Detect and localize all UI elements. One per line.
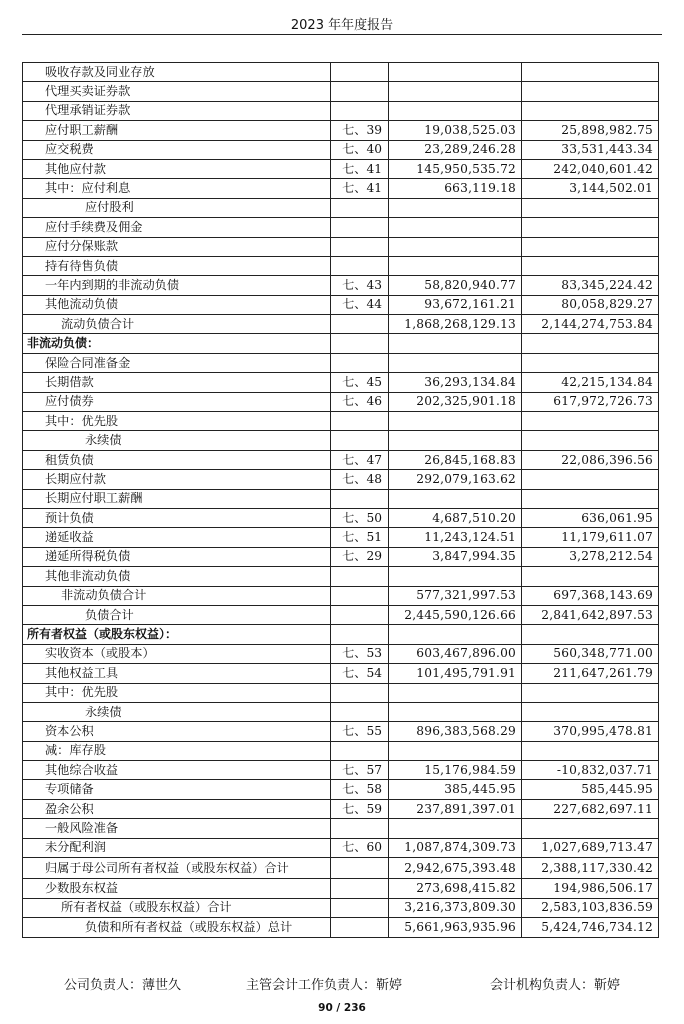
line-item-label: 递延收益 — [23, 528, 331, 547]
current-period-amount — [389, 334, 522, 353]
prior-period-amount — [522, 412, 659, 431]
prior-period-amount: 2,144,274,753.84 — [522, 315, 659, 334]
note-reference — [331, 412, 389, 431]
current-period-amount: 237,891,397.01 — [389, 799, 522, 818]
current-period-amount: 577,321,997.53 — [389, 586, 522, 605]
table-row — [23, 547, 659, 566]
current-period-amount: 202,325,901.18 — [389, 392, 522, 411]
current-period-amount: 1,087,874,309.73 — [389, 838, 522, 857]
note-reference — [331, 605, 389, 624]
line-item-label: 长期应付职工薪酬 — [23, 489, 331, 508]
line-item-label: 租赁负债 — [23, 450, 331, 469]
line-item-label: 其中：优先股 — [23, 412, 331, 431]
note-reference: 七、51 — [331, 528, 389, 547]
table-row — [23, 799, 659, 818]
table-row — [23, 838, 659, 857]
table-row — [23, 586, 659, 605]
prior-period-amount — [522, 819, 659, 838]
current-period-amount — [389, 353, 522, 372]
note-reference — [331, 918, 389, 937]
section-header-row — [23, 334, 659, 353]
table-row — [23, 722, 659, 741]
note-reference — [331, 101, 389, 120]
line-item-label: 递延所得税负债 — [23, 547, 331, 566]
line-item-label: 负债和所有者权益（或股东权益）总计 — [23, 918, 331, 937]
table-row — [23, 918, 659, 937]
note-reference — [331, 741, 389, 760]
line-item-label: 盈余公积 — [23, 799, 331, 818]
line-item-label: 其他综合收益 — [23, 761, 331, 780]
header-divider — [22, 34, 662, 35]
note-reference: 七、59 — [331, 799, 389, 818]
table-row — [23, 431, 659, 450]
note-reference — [331, 567, 389, 586]
current-period-amount — [389, 489, 522, 508]
line-item-label: 流动负债合计 — [23, 315, 331, 334]
line-item-label: 所有者权益（或股东权益）合计 — [23, 898, 331, 917]
note-reference: 七、44 — [331, 295, 389, 314]
current-period-amount: 385,445.95 — [389, 780, 522, 799]
note-reference — [331, 898, 389, 917]
note-reference: 七、54 — [331, 664, 389, 683]
note-reference: 七、60 — [331, 838, 389, 857]
prior-period-amount — [522, 470, 659, 489]
prior-period-amount: -10,832,037.71 — [522, 761, 659, 780]
prior-period-amount — [522, 489, 659, 508]
note-reference — [331, 237, 389, 256]
prior-period-amount: 3,278,212.54 — [522, 547, 659, 566]
current-period-amount — [389, 101, 522, 120]
table-row — [23, 237, 659, 256]
note-reference: 七、45 — [331, 373, 389, 392]
line-item-label: 永续债 — [23, 702, 331, 721]
line-item-label: 应付股利 — [23, 198, 331, 217]
prior-period-amount — [522, 218, 659, 237]
line-item-label: 吸收存款及同业存放 — [23, 63, 331, 82]
prior-period-amount — [522, 741, 659, 760]
page-number: 90 / 236 — [318, 1002, 366, 1014]
line-item-label: 其他应付款 — [23, 159, 331, 178]
table-row — [23, 470, 659, 489]
table-row — [23, 276, 659, 295]
note-reference — [331, 683, 389, 702]
note-reference: 七、40 — [331, 140, 389, 159]
note-reference: 七、57 — [331, 761, 389, 780]
note-reference: 七、50 — [331, 508, 389, 527]
current-period-amount — [389, 218, 522, 237]
note-reference — [331, 819, 389, 838]
prior-period-amount: 22,086,396.56 — [522, 450, 659, 469]
note-reference: 七、41 — [331, 159, 389, 178]
table-row — [23, 761, 659, 780]
prior-period-amount — [522, 334, 659, 353]
current-period-amount: 101,495,791.91 — [389, 664, 522, 683]
note-reference: 七、29 — [331, 547, 389, 566]
prior-period-amount: 1,027,689,713.47 — [522, 838, 659, 857]
prior-period-amount: 80,058,829.27 — [522, 295, 659, 314]
prior-period-amount: 194,986,506.17 — [522, 879, 659, 898]
line-item-label: 长期应付款 — [23, 470, 331, 489]
company-head-signature: 公司负责人：薄世久 — [64, 978, 182, 993]
note-reference: 七、41 — [331, 179, 389, 198]
table-row — [23, 198, 659, 217]
line-item-label: 所有者权益（或股东权益）： — [23, 625, 331, 644]
prior-period-amount — [522, 63, 659, 82]
current-period-amount: 5,661,963,935.96 — [389, 918, 522, 937]
note-reference: 七、47 — [331, 450, 389, 469]
table-row — [23, 218, 659, 237]
current-period-amount — [389, 237, 522, 256]
table-row — [23, 819, 659, 838]
prior-period-amount — [522, 625, 659, 644]
current-period-amount — [389, 431, 522, 450]
table-row — [23, 373, 659, 392]
prior-period-amount: 3,144,502.01 — [522, 179, 659, 198]
line-item-label: 非流动负债合计 — [23, 586, 331, 605]
balance-sheet-body — [23, 63, 659, 938]
current-period-amount: 1,868,268,129.13 — [389, 315, 522, 334]
note-reference — [331, 489, 389, 508]
current-period-amount: 15,176,984.59 — [389, 761, 522, 780]
line-item-label: 应付手续费及佣金 — [23, 218, 331, 237]
note-reference — [331, 198, 389, 217]
accounting-head-signature: 主管会计工作负责人：靳婷 — [246, 978, 403, 993]
note-reference — [331, 431, 389, 450]
line-item-label: 负债合计 — [23, 605, 331, 624]
current-period-amount: 896,383,568.29 — [389, 722, 522, 741]
current-period-amount — [389, 625, 522, 644]
prior-period-amount: 370,995,478.81 — [522, 722, 659, 741]
note-reference: 七、43 — [331, 276, 389, 295]
note-reference — [331, 315, 389, 334]
line-item-label: 专项储备 — [23, 780, 331, 799]
line-item-label: 减：库存股 — [23, 741, 331, 760]
table-row — [23, 295, 659, 314]
line-item-label: 保险合同准备金 — [23, 353, 331, 372]
prior-period-amount: 25,898,982.75 — [522, 121, 659, 140]
prior-period-amount — [522, 567, 659, 586]
current-period-amount: 4,687,510.20 — [389, 508, 522, 527]
note-reference — [331, 218, 389, 237]
current-period-amount — [389, 567, 522, 586]
current-period-amount — [389, 198, 522, 217]
table-row — [23, 63, 659, 82]
table-row — [23, 741, 659, 760]
current-period-amount — [389, 819, 522, 838]
line-item-label: 应交税费 — [23, 140, 331, 159]
current-period-amount: 292,079,163.62 — [389, 470, 522, 489]
table-row — [23, 450, 659, 469]
current-period-amount — [389, 256, 522, 275]
note-reference: 七、39 — [331, 121, 389, 140]
current-period-amount: 2,942,675,393.48 — [389, 858, 522, 879]
line-item-label: 资本公积 — [23, 722, 331, 741]
prior-period-amount — [522, 353, 659, 372]
prior-period-amount: 227,682,697.11 — [522, 799, 659, 818]
current-period-amount — [389, 683, 522, 702]
note-reference — [331, 702, 389, 721]
table-row — [23, 780, 659, 799]
note-reference — [331, 63, 389, 82]
table-row — [23, 353, 659, 372]
note-reference — [331, 256, 389, 275]
note-reference — [331, 625, 389, 644]
prior-period-amount: 617,972,726.73 — [522, 392, 659, 411]
note-reference: 七、58 — [331, 780, 389, 799]
line-item-label: 永续债 — [23, 431, 331, 450]
table-row — [23, 567, 659, 586]
table-row — [23, 159, 659, 178]
line-item-label: 一般风险准备 — [23, 819, 331, 838]
line-item-label: 其他流动负债 — [23, 295, 331, 314]
prior-period-amount — [522, 82, 659, 101]
line-item-label: 实收资本（或股本） — [23, 644, 331, 663]
note-reference: 七、53 — [331, 644, 389, 663]
accounting-dept-head-signature: 会计机构负责人：靳婷 — [490, 978, 621, 993]
table-row — [23, 702, 659, 721]
table-row — [23, 140, 659, 159]
table-row — [23, 82, 659, 101]
line-item-label: 一年内到期的非流动负债 — [23, 276, 331, 295]
prior-period-amount — [522, 198, 659, 217]
current-period-amount: 273,698,415.82 — [389, 879, 522, 898]
line-item-label: 长期借款 — [23, 373, 331, 392]
line-item-label: 应付职工薪酬 — [23, 121, 331, 140]
prior-period-amount — [522, 702, 659, 721]
prior-period-amount — [522, 237, 659, 256]
prior-period-amount: 242,040,601.42 — [522, 159, 659, 178]
line-item-label: 其他权益工具 — [23, 664, 331, 683]
current-period-amount — [389, 63, 522, 82]
prior-period-amount: 697,368,143.69 — [522, 586, 659, 605]
current-period-amount: 2,445,590,126.66 — [389, 605, 522, 624]
line-item-label: 归属于母公司所有者权益（或股东权益）合计 — [23, 858, 331, 879]
line-item-label: 代理承销证券款 — [23, 101, 331, 120]
table-row — [23, 392, 659, 411]
line-item-label: 其中：应付利息 — [23, 179, 331, 198]
table-row — [23, 121, 659, 140]
current-period-amount — [389, 741, 522, 760]
current-period-amount: 19,038,525.03 — [389, 121, 522, 140]
note-reference — [331, 586, 389, 605]
prior-period-amount: 83,345,224.42 — [522, 276, 659, 295]
current-period-amount: 11,243,124.51 — [389, 528, 522, 547]
table-row — [23, 683, 659, 702]
current-period-amount: 36,293,134.84 — [389, 373, 522, 392]
table-row — [23, 605, 659, 624]
current-period-amount: 3,216,373,809.30 — [389, 898, 522, 917]
page-header: 2023 年年度报告 — [290, 18, 394, 33]
prior-period-amount: 211,647,261.79 — [522, 664, 659, 683]
current-period-amount — [389, 82, 522, 101]
prior-period-amount: 2,583,103,836.59 — [522, 898, 659, 917]
current-period-amount: 23,289,246.28 — [389, 140, 522, 159]
table-row — [23, 101, 659, 120]
section-header-row — [23, 625, 659, 644]
current-period-amount: 26,845,168.83 — [389, 450, 522, 469]
line-item-label: 代理买卖证券款 — [23, 82, 331, 101]
table-row — [23, 664, 659, 683]
table-row — [23, 179, 659, 198]
line-item-label: 应付债券 — [23, 392, 331, 411]
balance-sheet-table — [22, 62, 659, 938]
current-period-amount: 58,820,940.77 — [389, 276, 522, 295]
line-item-label: 其他非流动负债 — [23, 567, 331, 586]
prior-period-amount — [522, 431, 659, 450]
table-row — [23, 315, 659, 334]
table-row — [23, 898, 659, 917]
current-period-amount: 663,119.18 — [389, 179, 522, 198]
line-item-label: 应付分保账款 — [23, 237, 331, 256]
prior-period-amount: 5,424,746,734.12 — [522, 918, 659, 937]
line-item-label: 预计负债 — [23, 508, 331, 527]
note-reference — [331, 82, 389, 101]
note-reference — [331, 353, 389, 372]
line-item-label: 未分配利润 — [23, 838, 331, 857]
prior-period-amount: 11,179,611.07 — [522, 528, 659, 547]
table-row — [23, 879, 659, 898]
line-item-label: 少数股东权益 — [23, 879, 331, 898]
line-item-label: 其中：优先股 — [23, 683, 331, 702]
prior-period-amount: 560,348,771.00 — [522, 644, 659, 663]
current-period-amount: 3,847,994.35 — [389, 547, 522, 566]
note-reference: 七、55 — [331, 722, 389, 741]
prior-period-amount — [522, 101, 659, 120]
line-item-label: 持有待售负债 — [23, 256, 331, 275]
note-reference: 七、46 — [331, 392, 389, 411]
table-row — [23, 412, 659, 431]
prior-period-amount: 585,445.95 — [522, 780, 659, 799]
table-row — [23, 256, 659, 275]
note-reference — [331, 334, 389, 353]
current-period-amount: 603,467,896.00 — [389, 644, 522, 663]
note-reference — [331, 879, 389, 898]
table-row — [23, 508, 659, 527]
prior-period-amount — [522, 683, 659, 702]
current-period-amount: 145,950,535.72 — [389, 159, 522, 178]
table-row — [23, 489, 659, 508]
prior-period-amount — [522, 256, 659, 275]
current-period-amount — [389, 702, 522, 721]
table-row — [23, 644, 659, 663]
prior-period-amount: 636,061.95 — [522, 508, 659, 527]
table-row — [23, 858, 659, 879]
current-period-amount — [389, 412, 522, 431]
table-row — [23, 528, 659, 547]
prior-period-amount: 42,215,134.84 — [522, 373, 659, 392]
prior-period-amount: 2,388,117,330.42 — [522, 858, 659, 879]
note-reference: 七、48 — [331, 470, 389, 489]
line-item-label: 非流动负债： — [23, 334, 331, 353]
prior-period-amount: 33,531,443.34 — [522, 140, 659, 159]
prior-period-amount: 2,841,642,897.53 — [522, 605, 659, 624]
note-reference — [331, 858, 389, 879]
current-period-amount: 93,672,161.21 — [389, 295, 522, 314]
